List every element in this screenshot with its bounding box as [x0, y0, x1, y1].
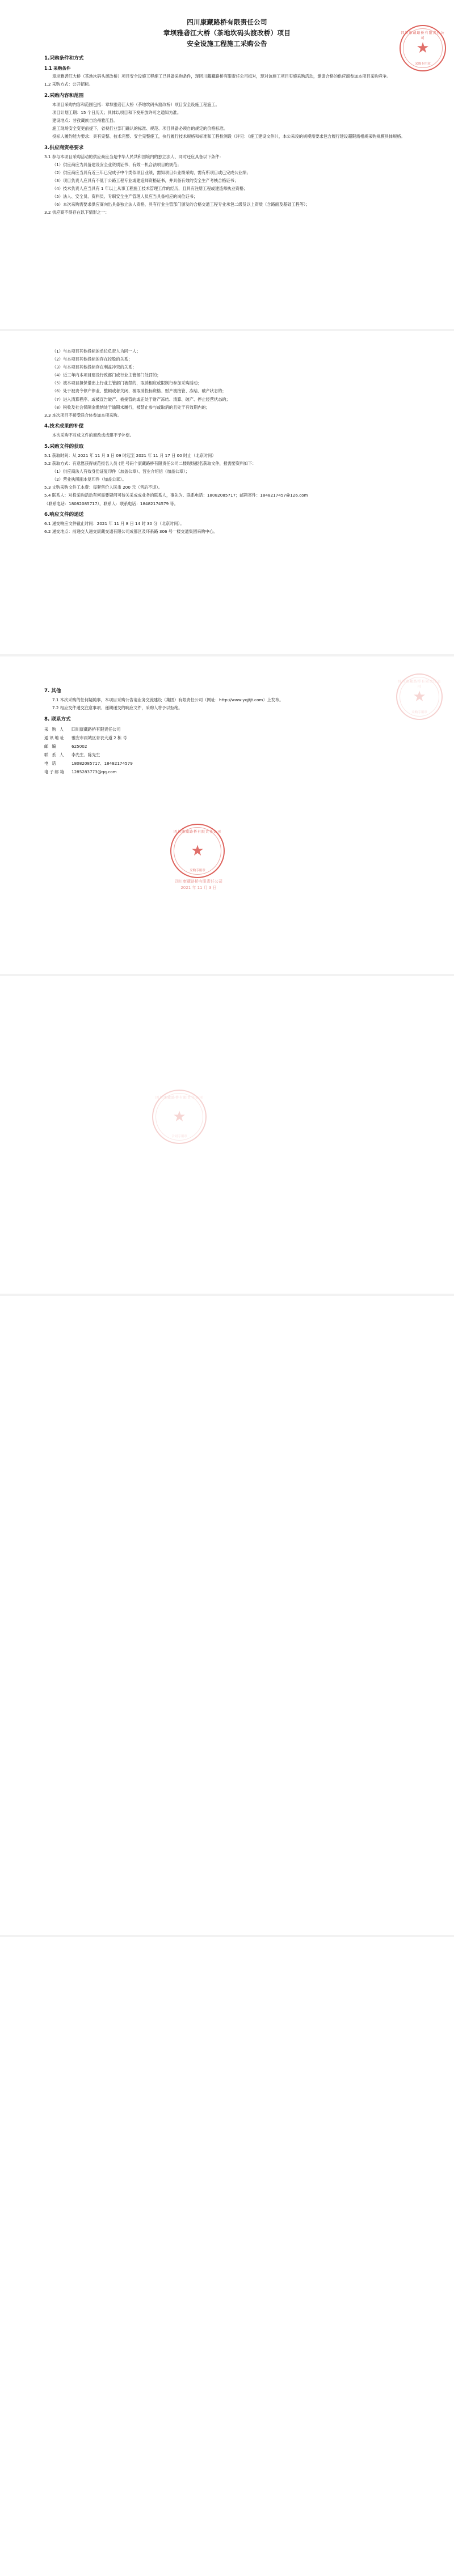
section-3-item-3: （3）项目负责人应具有不低于公路工程专业或建造师资格证书，并具备有效的安全生产考核合格证书；	[52, 177, 239, 183]
contact-value: 四川康藏路桥有限责任公司	[72, 726, 121, 732]
company-seal-4	[152, 1090, 207, 1144]
contact-row	[44, 743, 410, 751]
section-3-item-6: （6）本次采购需要求供应商向出具备独立法人资格，具有行业主管部门颁发的合格交通工程专业承包二级及以上资质（含路面及基础工程等）；	[52, 202, 310, 207]
contact-value: 李先生、陈先生	[72, 752, 100, 757]
section-3-para-1: 3.1 参与本项目采购活动的供应商应当是中华人民共和国境内的独立法人、同时还应具备以下条件：	[44, 154, 224, 159]
document-title	[44, 17, 410, 49]
star-icon: ★	[416, 40, 430, 57]
seal-inner-ring	[174, 827, 221, 875]
section-3-item-2: （2）供应商应当具有近三年已完成子中个类似项目业绩，需知项目公业绩采购，需有所项目或已完成公业绩；	[52, 170, 251, 175]
contact-key: 电 话	[44, 760, 57, 766]
signature-block	[165, 879, 233, 891]
section-3-2-para: 3.2 供应商不得存在以下情形之一：	[44, 210, 110, 215]
section-7-para-2: 7.2 相应交件递交注意事项、递期递交的响应文件，采购人将予以拒绝。	[52, 705, 183, 711]
contact-value: 1285283773@qq.com	[72, 769, 117, 774]
section-6-para-1: 6.1 递交响应文件截止时间：2021 年 11 月 8 日 14 时 30 分（北京时间）。	[44, 521, 184, 527]
seal-arc-text: 四川康藏路桥有限责任公司	[173, 830, 221, 834]
seal-bottom-text: 采购专用章	[415, 62, 431, 66]
section-2-para-4: 施工现场安全变更前提下，省视行业部门确认的标准、规范、项目具备必须自的规定的价格标准。	[52, 125, 228, 131]
section-5-para-3: 5.3 文购采购文件工本费：每套售价人民币 200 元（售后不退）。	[44, 485, 163, 490]
section-2-para-3: 建设地点：甘孜藏族自治州雅江县。	[52, 117, 118, 123]
section-8-heading: 8. 联系方式	[44, 716, 71, 722]
contact-value: 18082085717、18482174579	[72, 760, 133, 766]
section-6-para-2: 6.2 递交地点：前递交人递交康藏交通有限公司成都区及环系路 306 号一楼交通集团采购中心。	[44, 529, 218, 535]
section-5-item-1: （1）供应商法人有效身份证复印件（加盖公章）、营业介绍信（加盖公章）；	[52, 469, 190, 474]
document-page-6	[0, 1937, 454, 2576]
section-5-para-2: 5.2 获取方式：有意愿获得规范报名人员 (凭 号码个康藏路桥有限责任公司二楼现场报名获取文件，报需要资料如下：	[44, 461, 257, 467]
clause-3-2-item-8: （8）税收及社会保障金缴纳处于逾期未履行，被禁止参与或取消的且处于有效期内的；	[52, 404, 210, 410]
signature-org: 四川康藏路桥有限责任公司	[175, 879, 222, 884]
contact-key: 电子邮箱	[44, 769, 65, 774]
section-5-para-5: （联系电话：18082085717），联系人：联系电话：18482174579 等。	[44, 501, 178, 506]
section-3-heading: 3.供应商资格要求	[44, 145, 84, 151]
section-3-item-4: （4）技术负责人应当具有 1 年以上从事工程施工技术管理工作的经历，且具有注册工程或建造师执业资格；	[52, 186, 248, 192]
seal-arc-text: 四川康藏路桥有限责任公司	[155, 1096, 203, 1100]
seal-inner-ring	[155, 1093, 203, 1141]
clause-3-2-item-3: （3）与本项目其他投标存在利益冲突的关系；	[52, 365, 137, 370]
seal-arc-text: 四川康藏路桥有限责任公司	[401, 31, 445, 40]
company-seal-3	[170, 824, 225, 878]
section-3-item-5: （5）法人、安全员、资料员、专职安全生产管理人员应当具备相应的岗位证书；	[52, 194, 198, 200]
section-5-para-4: 5.4 联系人：对投采购活动有何需要疑问可待关采成成业务的联系人，事先为、联系电话：18082085717；邮箱寄件：1848217457@126.com	[44, 493, 308, 498]
contact-value: 625002	[72, 743, 87, 749]
clause-3-2-item-2: （2）与本项目其他投标的存在控股的关系；	[52, 357, 133, 362]
section-1-2-para: 1.2 采购方式：公开招标。	[44, 82, 93, 87]
page-3-body	[0, 656, 454, 776]
section-7-para-1: 7.1 本次采购的任何疑随事，本项目采购公告请业务交流建设（集团）有限责任公司（网址：http://www.yqjtjt.com）上发布。	[52, 697, 284, 702]
section-5-item-2: （2）营业执照副本复印件（加盖公章）。	[52, 477, 127, 482]
section-4-para-1: 本次采购不对成文件的商改成成建不予补偿。	[52, 433, 134, 438]
contact-row	[44, 768, 410, 776]
section-2-para-5: 投标人履约能力要求：具有完整、技术完整、安全完整施工，执行履行技术规格和标准和工程检测设（详见：《施工建设文件》），本公采设的规模需要求包含履行建设超限需相规采购规模具体规格。	[52, 134, 405, 139]
clause-3-2-item-1: （1）与本项目其他投标的单位负责人为同一人；	[52, 349, 141, 354]
clause-3-2-item-4: （4）近三年内本项目建设行政部门或行业主管部门处罚的；	[52, 372, 161, 378]
title-line-3: 安全设施工程施工采购公告	[187, 40, 267, 48]
star-icon: ★	[413, 688, 426, 705]
document-page-3	[0, 656, 454, 974]
page-2-body	[0, 331, 454, 536]
section-2-para-1: 本项目采购内容和范围包括：章坝雅砻江大桥（茶地坎码头渡改桥）项目安全设施工程施工。	[52, 101, 220, 107]
clause-3-2-item-6: （6）处于被责令停产停业、整顿或者关闭、被取消投标资格、财产被接管、冻结、破产状态的；	[52, 388, 226, 394]
seal-bottom-text: 合同专用章	[171, 1135, 187, 1138]
seal-arc-text: 四川康藏路桥有限责任公司	[397, 680, 442, 689]
section-1-1-para-1: 章坝雅砻江大桥（茶地坎码头渡改桥）项目安全设施工程施工已具备采购条件，现因川藏藏路桥有限责任公司拟对，现对该施工项目实施采购活动，邀请合格的供应商参加本项目采购竞争。	[52, 74, 391, 79]
contact-key: 采 购 人	[44, 726, 65, 732]
section-3-item-1: （1）供应商应为具备建设安全业资质证书、有效一机合法项目的规范；	[52, 162, 182, 167]
clause-3-2-item-5: （5）被本项目担保借出上行业主管部门被禁的，取消相应或限制行参加采购活动；	[52, 380, 202, 386]
section-7-heading: 7. 其他	[44, 688, 61, 694]
title-line-2: 章坝雅砻江大桥（茶地坎码头渡改桥）项目	[163, 29, 291, 37]
document-page-1	[0, 0, 454, 329]
contact-table	[44, 726, 410, 776]
contact-key: 联 系 人	[44, 752, 65, 757]
section-2-para-2: 项目计划工期：15 个日历天；具体以项目和下发开放许可之通知为准。	[52, 109, 182, 115]
document-page-2	[0, 331, 454, 654]
section-5-heading: 5.采购文件的获取	[44, 443, 84, 450]
page-1-body	[0, 0, 454, 217]
title-line-1: 四川康藏路桥有限责任公司	[187, 18, 267, 26]
contact-value: 雅安市雨城区青衣大道 2 栋 号	[72, 735, 127, 740]
signature-date: 2021 年 11 月 3 日	[180, 886, 217, 890]
section-1-1-heading: 1.1 采购条件	[44, 66, 71, 71]
contact-row	[44, 751, 410, 759]
contact-key: 通讯地址	[44, 735, 65, 740]
seal-bottom-text: 采购专用章	[190, 869, 205, 872]
contact-row	[44, 760, 410, 768]
section-1-heading: 1.采购条件和方式	[44, 56, 84, 61]
contact-row	[44, 726, 410, 734]
clause-3-2-item-7: （7）进入清算程序、或被宣告破产、被接管的或正处于财产冻结、清算、破产、停止经营状态的；	[52, 396, 230, 402]
contact-key: 邮 编	[44, 743, 57, 749]
document-page-4	[0, 976, 454, 1294]
star-icon: ★	[173, 1108, 186, 1125]
document-page-5	[0, 1296, 454, 1935]
section-2-heading: 2.采购内容和范围	[44, 92, 84, 99]
seal-bottom-text: 采购专用章	[411, 711, 427, 714]
star-icon: ★	[191, 842, 204, 859]
section-5-para-1: 5.1 获取时间：从 2021 年 11 月 3 日 09 时起至 2021 年 11 月 17 日 00 时止（北京时间）	[44, 452, 216, 458]
section-4-heading: 4.技术成果的补偿	[44, 423, 84, 430]
clause-3-3: 3.3 本次项目不接受联合体参加本项采购。	[44, 412, 121, 418]
contact-row	[44, 734, 410, 742]
section-6-heading: 6.响应文件的递送	[44, 512, 84, 518]
